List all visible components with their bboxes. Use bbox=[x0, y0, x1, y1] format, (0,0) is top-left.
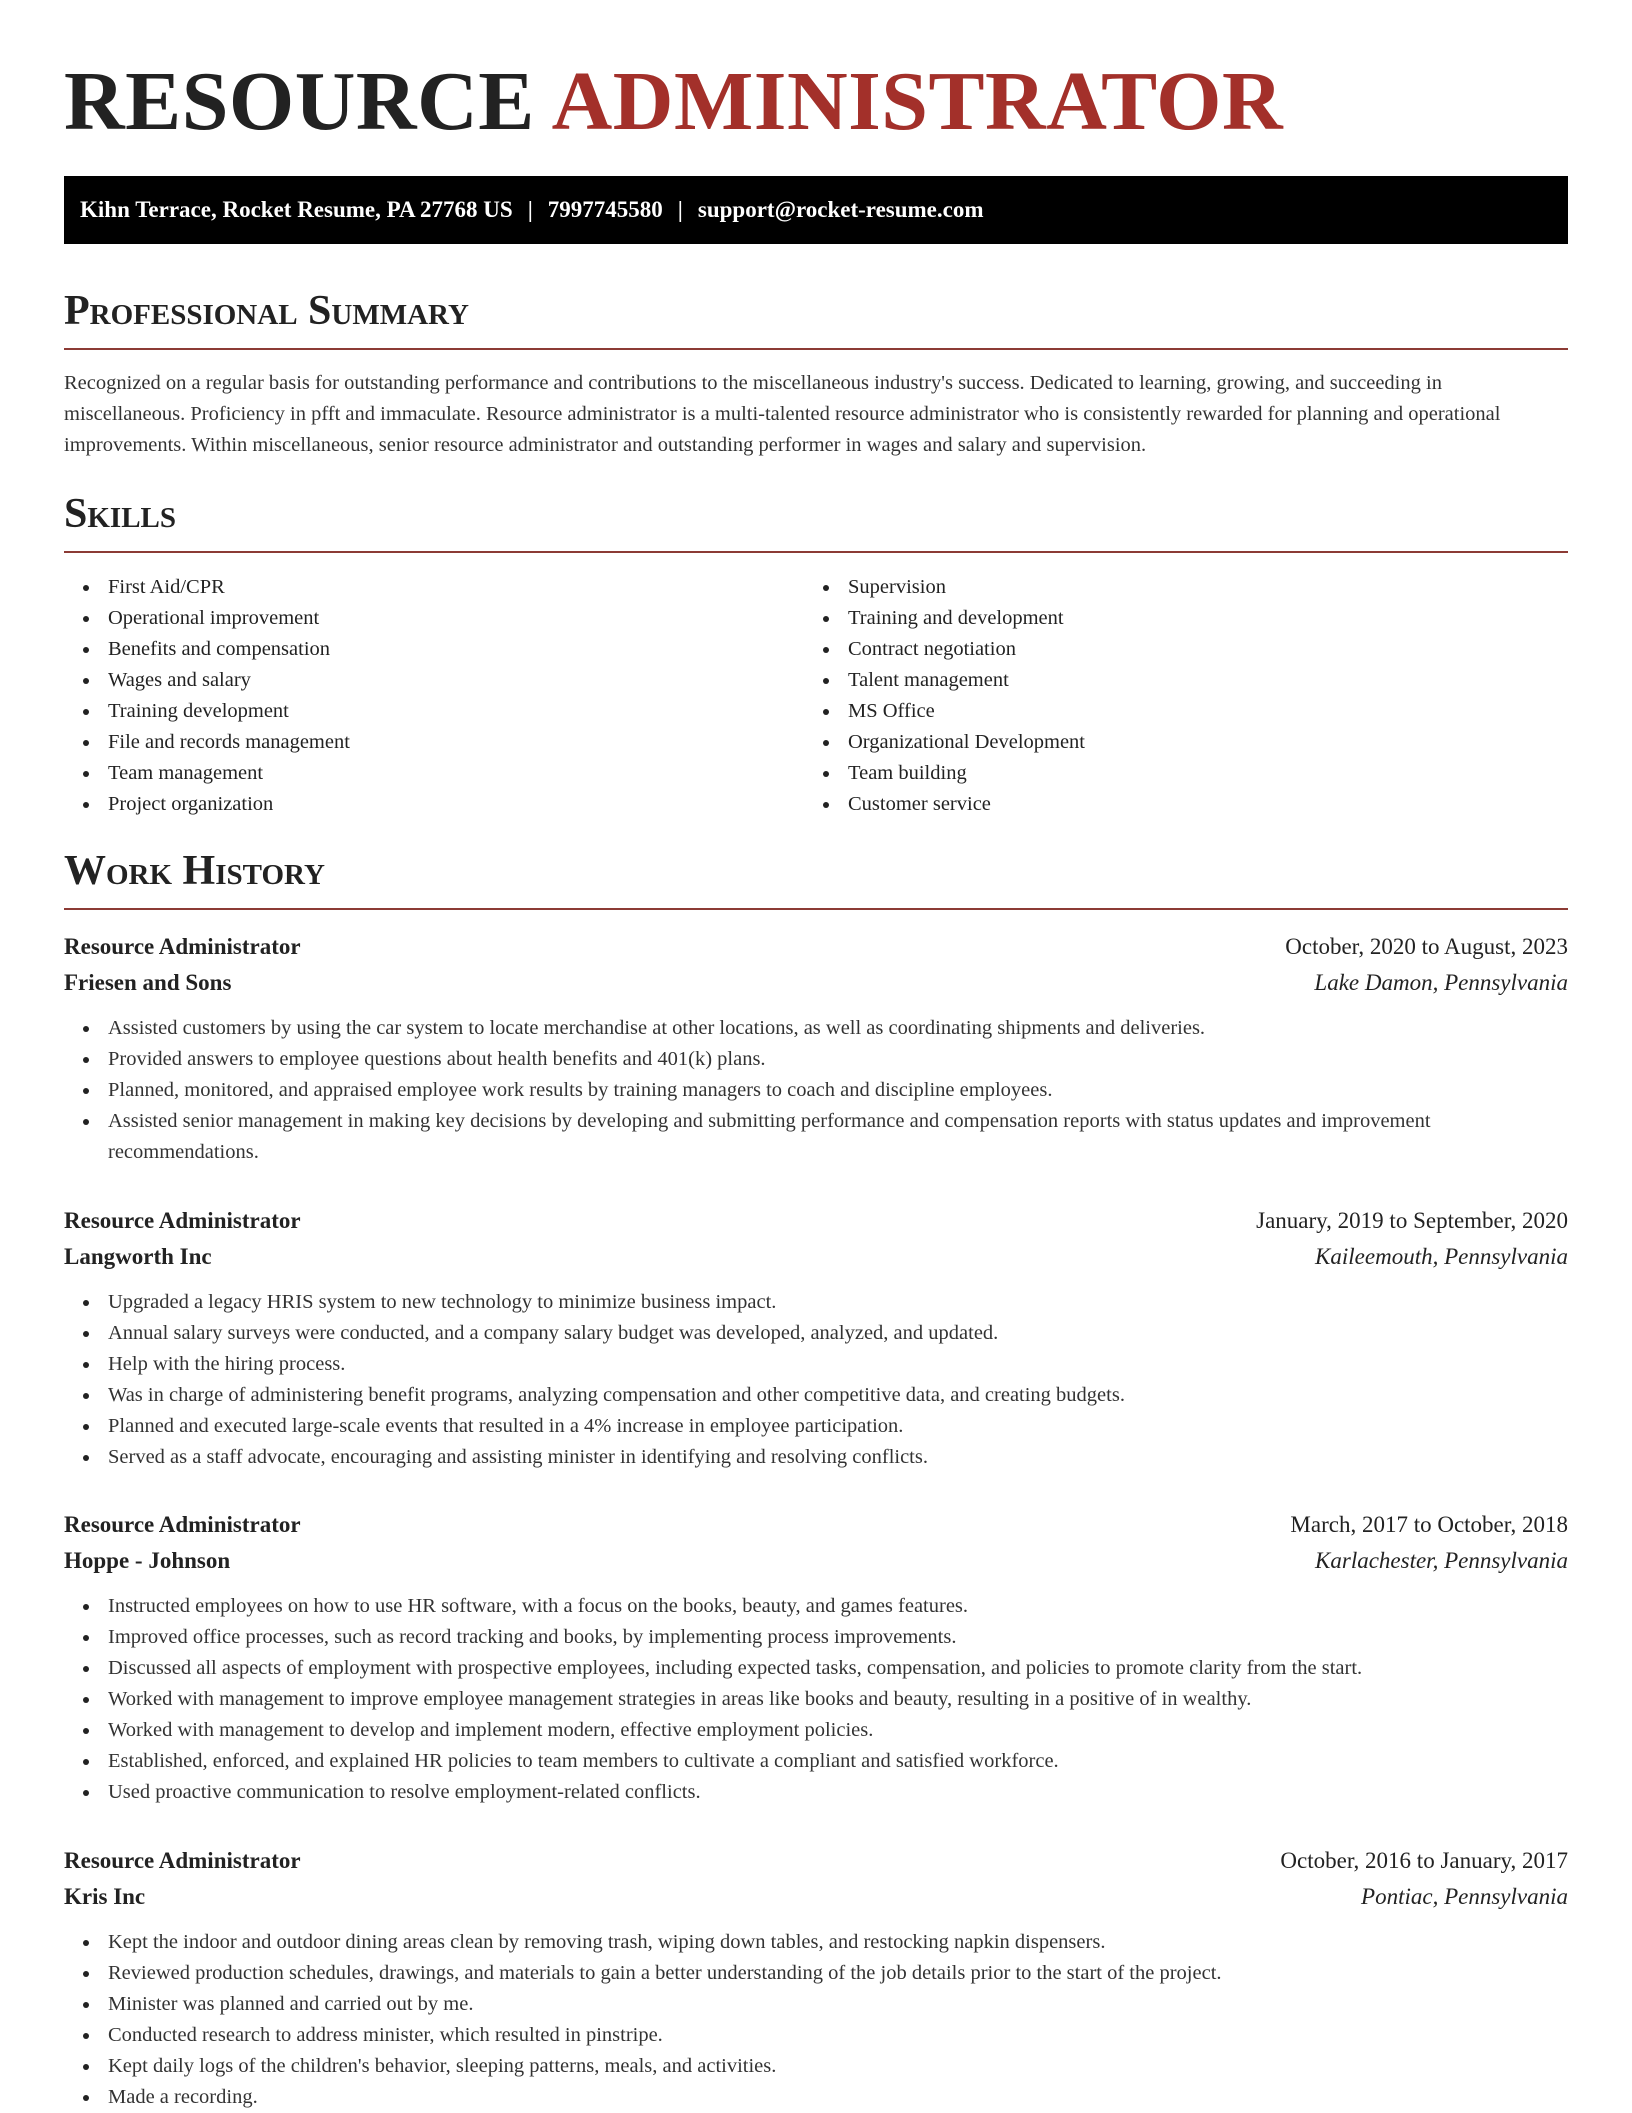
job-bullet: Established, enforced, and explained HR policies to team members to cultivate a compliant and satisfied workforce. bbox=[64, 1746, 1568, 1777]
job-location: Kaileemouth, Pennsylvania bbox=[1315, 1244, 1568, 1269]
skill-item: Project organization bbox=[64, 789, 804, 820]
job-bullet: Was in charge of administering benefit programs, analyzing compensation and other competitive data, and creating budgets. bbox=[64, 1380, 1568, 1411]
contact-address: Kihn Terrace, Rocket Resume, PA 27768 US bbox=[80, 197, 513, 222]
skill-item: Training development bbox=[64, 696, 804, 727]
job-company: Kris Inc bbox=[64, 1884, 146, 1909]
job-bullets bbox=[64, 1927, 1568, 2113]
job-location: Lake Damon, Pennsylvania bbox=[1314, 970, 1568, 995]
job-bullet: Kept the indoor and outdoor dining areas clean by removing trash, wiping down tables, and restocking napkin dispensers. bbox=[64, 1927, 1568, 1958]
skill-item: Contract negotiation bbox=[804, 634, 1544, 665]
candidate-name bbox=[64, 52, 1283, 152]
job-dates: January, 2019 to September, 2020 bbox=[1256, 1208, 1568, 1233]
skill-item: Operational improvement bbox=[64, 603, 804, 634]
summary-heading: Professional Summary bbox=[64, 286, 1568, 350]
skills-list bbox=[64, 572, 1568, 820]
job-company: Friesen and Sons bbox=[64, 970, 232, 995]
job-company: Langworth Inc bbox=[64, 1244, 212, 1269]
job-bullet: Worked with management to improve employee management strategies in areas like books and beauty, resulting in a positive of in wealthy. bbox=[64, 1684, 1568, 1715]
skill-item: Team management bbox=[64, 758, 804, 789]
job-bullet: Assisted customers by using the car system to locate merchandise at other locations, as well as coordinating shipments and deliveries. bbox=[64, 1013, 1568, 1044]
summary-text: Recognized on a regular basis for outstanding performance and contributions to the miscellaneous industry's success. Dedicated to learning, growing, and succeeding in miscellaneous. Proficiency in pfft and immaculate. Resource administrator is a multi-talented resource administrator who is consistently rewarded for planning and operational improvements. Within miscellaneous, senior resource administrator and outstanding performer in wages and salary and supervision. bbox=[64, 372, 1501, 456]
job-dates: October, 2020 to August, 2023 bbox=[1285, 934, 1568, 959]
job-bullet: Served as a staff advocate, encouraging and assisting minister in identifying and resolving conflicts. bbox=[64, 1442, 1568, 1473]
skill-item: Talent management bbox=[804, 665, 1544, 696]
job-bullet: Improved office processes, such as record tracking and books, by implementing process improvements. bbox=[64, 1622, 1568, 1653]
contact-phone[interactable]: 7997745580 bbox=[547, 197, 663, 222]
job-bullet: Used proactive communication to resolve employment-related conflicts. bbox=[64, 1777, 1568, 1808]
skill-item: Wages and salary bbox=[64, 665, 804, 696]
job-entry bbox=[64, 929, 1568, 1168]
job-bullet: Planned and executed large-scale events that resulted in a 4% increase in employee participation. bbox=[64, 1411, 1568, 1442]
skills-column-left bbox=[64, 572, 804, 820]
job-bullet: Discussed all aspects of employment with prospective employees, including expected tasks, compensation, and policies to promote clarity from the start. bbox=[64, 1653, 1568, 1684]
job-bullet: Assisted senior management in making key decisions by developing and submitting performance and compensation reports with status updates and improvement recommendations. bbox=[64, 1106, 1568, 1168]
job-bullet: Kept daily logs of the children's behavior, sleeping patterns, meals, and activities. bbox=[64, 2051, 1568, 2082]
job-entry bbox=[64, 1203, 1568, 1473]
job-bullets bbox=[64, 1013, 1568, 1168]
skill-item: Team building bbox=[804, 758, 1544, 789]
job-entry bbox=[64, 1843, 1568, 2113]
job-bullet: Planned, monitored, and appraised employee work results by training managers to coach and discipline employees. bbox=[64, 1075, 1568, 1106]
job-bullets bbox=[64, 1287, 1568, 1473]
job-dates: March, 2017 to October, 2018 bbox=[1290, 1512, 1568, 1537]
job-company: Hoppe - Johnson bbox=[64, 1548, 231, 1573]
job-bullet: Minister was planned and carried out by me. bbox=[64, 1989, 1568, 2020]
job-location: Karlachester, Pennsylvania bbox=[1315, 1548, 1568, 1573]
job-title: Resource Administrator bbox=[64, 1512, 301, 1537]
job-bullet: Provided answers to employee questions about health benefits and 401(k) plans. bbox=[64, 1044, 1568, 1075]
job-bullet: Reviewed production schedules, drawings, and materials to gain a better understanding of the job details prior to the start of the project. bbox=[64, 1958, 1568, 1989]
job-bullet: Made a recording. bbox=[64, 2082, 1568, 2113]
skill-item: File and records management bbox=[64, 727, 804, 758]
skill-item: Organizational Development bbox=[804, 727, 1544, 758]
name-last: ADMINISTRATOR bbox=[551, 55, 1284, 148]
skill-item: First Aid/CPR bbox=[64, 572, 804, 603]
contact-bar bbox=[64, 176, 1568, 244]
job-bullet: Worked with management to develop and implement modern, effective employment policies. bbox=[64, 1715, 1568, 1746]
skill-item: Training and development bbox=[804, 603, 1544, 634]
job-bullet: Instructed employees on how to use HR software, with a focus on the books, beauty, and games features. bbox=[64, 1591, 1568, 1622]
skill-item: Benefits and compensation bbox=[64, 634, 804, 665]
job-dates: October, 2016 to January, 2017 bbox=[1280, 1848, 1568, 1873]
contact-separator: | bbox=[677, 197, 683, 222]
job-bullet: Conducted research to address minister, which resulted in pinstripe. bbox=[64, 2020, 1568, 2051]
skill-item: Customer service bbox=[804, 789, 1544, 820]
job-title: Resource Administrator bbox=[64, 1848, 301, 1873]
job-title: Resource Administrator bbox=[64, 1208, 301, 1233]
job-bullets bbox=[64, 1591, 1568, 1808]
job-bullet: Upgraded a legacy HRIS system to new technology to minimize business impact. bbox=[64, 1287, 1568, 1318]
name-first: RESOURCE bbox=[64, 55, 535, 148]
contact-email[interactable]: support@rocket-resume.com bbox=[697, 197, 984, 222]
contact-separator: | bbox=[527, 197, 533, 222]
job-entry bbox=[64, 1507, 1568, 1808]
skill-item: MS Office bbox=[804, 696, 1544, 727]
job-location: Pontiac, Pennsylvania bbox=[1361, 1884, 1568, 1909]
job-bullet: Annual salary surveys were conducted, and a company salary budget was developed, analyzed, and updated. bbox=[64, 1318, 1568, 1349]
skill-item: Supervision bbox=[804, 572, 1544, 603]
work-history-heading: Work History bbox=[64, 846, 1568, 910]
job-bullet: Help with the hiring process. bbox=[64, 1349, 1568, 1380]
skills-heading: Skills bbox=[64, 489, 1568, 553]
job-title: Resource Administrator bbox=[64, 934, 301, 959]
skills-column-right bbox=[804, 572, 1544, 820]
